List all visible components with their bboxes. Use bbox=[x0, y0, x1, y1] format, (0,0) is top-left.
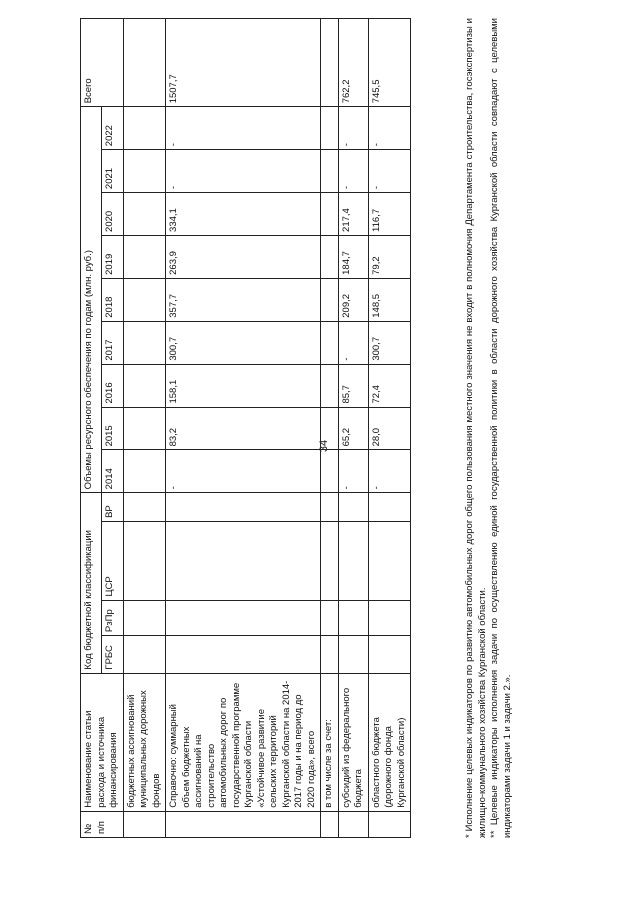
row-rzpr bbox=[123, 600, 166, 636]
row-rzpr bbox=[321, 600, 339, 636]
col-volumes-header: Объемы ресурсного обеспечения по годам (млн. руб.) bbox=[81, 107, 102, 493]
col-vr-header: ВР bbox=[102, 493, 123, 522]
row-value: 116,7 bbox=[368, 193, 411, 236]
row-value bbox=[321, 107, 339, 150]
row-vr bbox=[338, 493, 368, 522]
row-value bbox=[123, 150, 166, 193]
row-value bbox=[123, 278, 166, 321]
row-name: областного бюджета (дорожного фонда Курганской области) bbox=[368, 673, 411, 811]
table-row bbox=[368, 19, 411, 838]
row-total bbox=[321, 19, 339, 107]
row-value: 184,7 bbox=[338, 235, 368, 278]
year-header: 2022 bbox=[102, 107, 123, 150]
year-header: 2017 bbox=[102, 321, 123, 364]
row-value: 158,1 bbox=[166, 364, 321, 407]
col-csr-header: ЦСР bbox=[102, 521, 123, 600]
col-name-header: Наименование статьи расхода и источника финансирования bbox=[81, 673, 124, 811]
row-value bbox=[123, 364, 166, 407]
footnote-2: ** Целевые индикаторы исполнения задачи по осуществлению единой государственной политики в области дорожного хозяйства Курганской области совпадают с целевыми индикаторами задачи 1 и задачи 2.». bbox=[489, 18, 513, 838]
row-value: - bbox=[338, 107, 368, 150]
row-value bbox=[321, 321, 339, 364]
row-value bbox=[321, 278, 339, 321]
row-value bbox=[123, 321, 166, 364]
page-number: 34 bbox=[318, 439, 331, 453]
row-name: в том числе за счет: bbox=[321, 673, 339, 811]
resource-table bbox=[80, 18, 411, 838]
row-value bbox=[123, 450, 166, 493]
row-value: - bbox=[338, 150, 368, 193]
row-csr bbox=[368, 521, 411, 600]
row-vr bbox=[166, 493, 321, 522]
row-value: 79,2 bbox=[368, 235, 411, 278]
row-rzpr bbox=[368, 600, 411, 636]
row-csr bbox=[338, 521, 368, 600]
row-value: 334,1 bbox=[166, 193, 321, 236]
row-value: 83,2 bbox=[166, 407, 321, 450]
row-value: 85,7 bbox=[338, 364, 368, 407]
row-name: бюджетных ассигнований муниципальных дорожных фондов bbox=[123, 673, 166, 811]
row-value bbox=[321, 364, 339, 407]
row-name: Справочно: суммарный объем бюджетных ассигнований на строительство автомобильных дорог по государственной программе Курганской области «Устойчивое развитие сельских территорий Курганской области на 2014-2017 годы и на период до 2020 года», всего bbox=[166, 673, 321, 811]
row-grbs bbox=[368, 636, 411, 674]
row-csr bbox=[321, 521, 339, 600]
col-grbs-header: ГРБС bbox=[102, 636, 123, 674]
year-header: 2019 bbox=[102, 235, 123, 278]
row-value bbox=[321, 193, 339, 236]
row-total: 762,2 bbox=[338, 19, 368, 107]
row-grbs bbox=[321, 636, 339, 674]
row-grbs bbox=[338, 636, 368, 674]
row-value bbox=[123, 235, 166, 278]
year-header: 2014 bbox=[102, 450, 123, 493]
row-value: 217,4 bbox=[338, 193, 368, 236]
row-value bbox=[321, 450, 339, 493]
row-grbs bbox=[123, 636, 166, 674]
row-value bbox=[321, 407, 339, 450]
row-num bbox=[123, 811, 166, 837]
table-row bbox=[166, 19, 321, 838]
row-value: - bbox=[166, 450, 321, 493]
row-total bbox=[123, 19, 166, 107]
row-value: - bbox=[338, 450, 368, 493]
row-vr bbox=[368, 493, 411, 522]
row-csr bbox=[123, 521, 166, 600]
row-value: 72,4 bbox=[368, 364, 411, 407]
footnotes bbox=[464, 18, 514, 838]
col-num-header: № п/п bbox=[81, 811, 124, 837]
row-value: - bbox=[166, 150, 321, 193]
col-code-group-header: Код бюджетной классификации bbox=[81, 493, 102, 673]
row-value bbox=[123, 193, 166, 236]
rotated-page-content bbox=[80, 18, 556, 838]
row-vr bbox=[321, 493, 339, 522]
row-value: 28,0 bbox=[368, 407, 411, 450]
row-total: 745,5 bbox=[368, 19, 411, 107]
row-rzpr bbox=[338, 600, 368, 636]
col-total-header: Всего bbox=[81, 19, 124, 107]
footnote-1: * Исполнение целевых индикаторов по развитию автомобильных дорог общего пользования местного значения не входит в полномочия Департамента строительства, госэкспертизы и жилищно-коммунального хозяйства Курганской области. bbox=[464, 18, 488, 838]
year-header: 2016 bbox=[102, 364, 123, 407]
row-num bbox=[368, 811, 411, 837]
row-value: 300,7 bbox=[368, 321, 411, 364]
row-num bbox=[321, 811, 339, 837]
row-value: 148,5 bbox=[368, 278, 411, 321]
col-rzpr-header: РзПр bbox=[102, 600, 123, 636]
row-value: - bbox=[166, 107, 321, 150]
row-name: субсидий из федерального бюджета bbox=[338, 673, 368, 811]
row-value: 65,2 bbox=[338, 407, 368, 450]
row-total: 1507,7 bbox=[166, 19, 321, 107]
row-rzpr bbox=[166, 600, 321, 636]
table-row bbox=[123, 19, 166, 838]
row-grbs bbox=[166, 636, 321, 674]
table-row bbox=[321, 19, 339, 838]
row-value: 357,7 bbox=[166, 278, 321, 321]
row-value bbox=[321, 150, 339, 193]
row-value: - bbox=[368, 107, 411, 150]
row-value bbox=[321, 235, 339, 278]
row-vr bbox=[123, 493, 166, 522]
table-row bbox=[338, 19, 368, 838]
row-value: - bbox=[368, 450, 411, 493]
row-num bbox=[338, 811, 368, 837]
year-header: 2020 bbox=[102, 193, 123, 236]
row-value bbox=[123, 407, 166, 450]
row-value: 263,9 bbox=[166, 235, 321, 278]
year-header: 2018 bbox=[102, 278, 123, 321]
row-value: 209,2 bbox=[338, 278, 368, 321]
row-value bbox=[123, 107, 166, 150]
row-value: - bbox=[338, 321, 368, 364]
row-value: 300,7 bbox=[166, 321, 321, 364]
year-header: 2021 bbox=[102, 150, 123, 193]
header-row-1 bbox=[81, 19, 102, 838]
row-csr bbox=[166, 521, 321, 600]
row-value: - bbox=[368, 150, 411, 193]
year-header: 2015 bbox=[102, 407, 123, 450]
row-num bbox=[166, 811, 321, 837]
